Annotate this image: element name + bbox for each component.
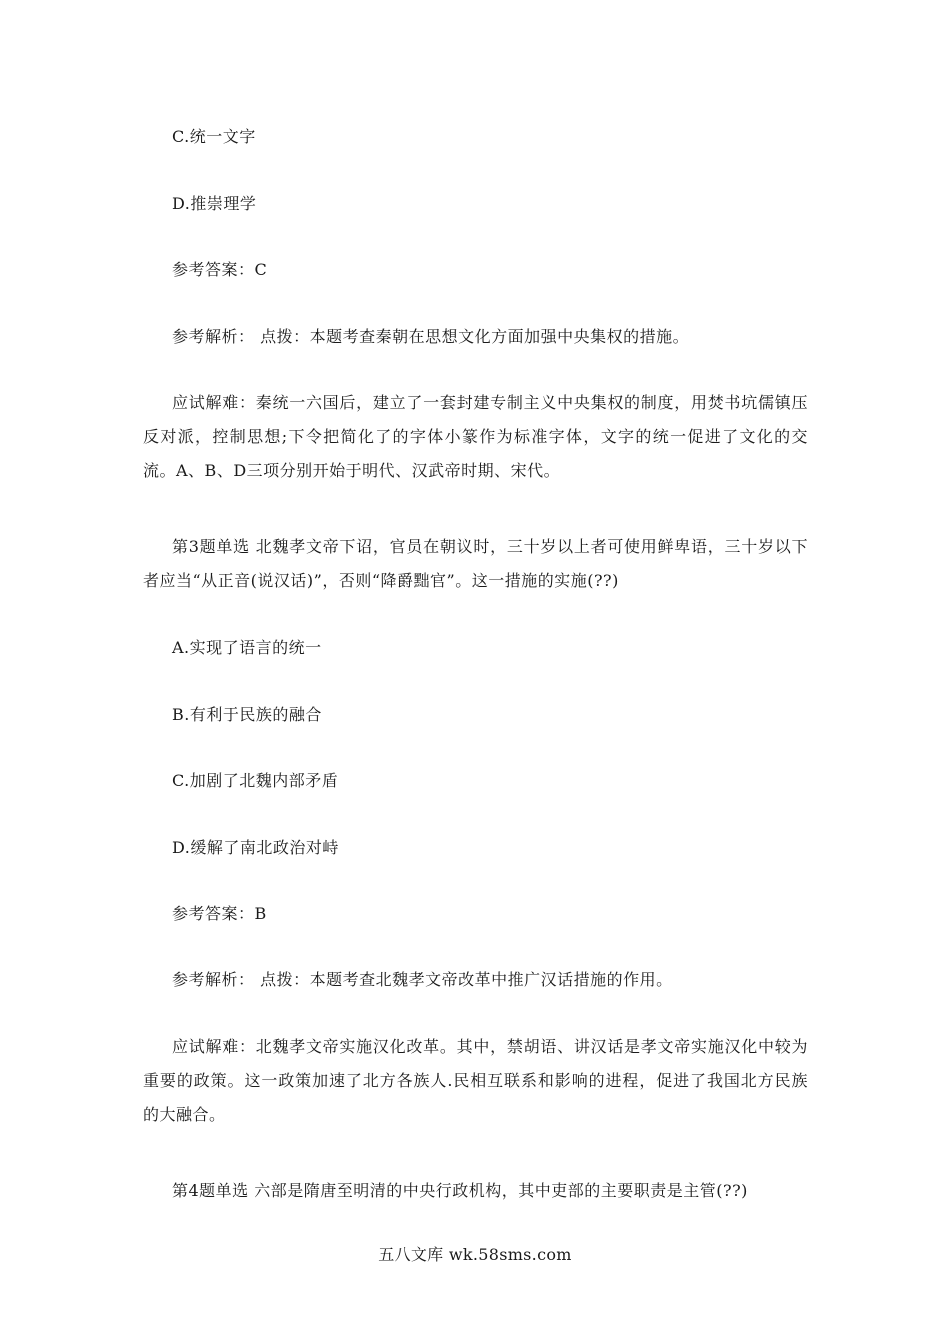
q2-explanation: 应试解难：秦统一六国后，建立了一套封建专制主义中央集权的制度，用焚书坑儒镇压反对派，控制思想;下令把简化了的字体小篆作为标准字体，文字的统一促进了文化的交流。A、B、D三项分别开始于明代、汉武帝时期、宋代。 xyxy=(143,393,808,480)
q2-analysis: 参考解析： 点拨：本题考查秦朝在思想文化方面加强中央集权的措施。 xyxy=(172,327,690,346)
q3-answer: 参考答案：B xyxy=(172,904,267,923)
q4-question: 第4题单选 六部是隋唐至明清的中央行政机构，其中吏部的主要职责是主管(??) xyxy=(172,1181,748,1200)
q3-option-b: B.有利于民族的融合 xyxy=(172,705,322,724)
q3-explanation: 应试解难：北魏孝文帝实施汉化改革。其中，禁胡语、讲汉话是孝文帝实施汉化中较为重要的政策。这一政策加速了北方各族人.民相互联系和影响的进程，促进了我国北方民族的大融合。 xyxy=(143,1037,808,1124)
q3-question: 第3题单选 北魏孝文帝下诏，官员在朝议时，三十岁以上者可使用鲜卑语，三十岁以下者应当“从正音(说汉话)”，否则“降爵黜官”。这一措施的实施(??) xyxy=(143,537,808,590)
q2-option-d: D.推崇理学 xyxy=(172,194,257,213)
q3-analysis: 参考解析： 点拨：本题考查北魏孝文帝改革中推广汉话措施的作用。 xyxy=(172,970,673,989)
q3-option-d: D.缓解了南北政治对峙 xyxy=(172,838,339,857)
q2-answer: 参考答案：C xyxy=(172,260,268,279)
footer-watermark: 五八文库 wk.58sms.com xyxy=(378,1245,572,1264)
q2-option-c: C.统一文字 xyxy=(172,127,256,146)
q3-option-a: A.实现了语言的统一 xyxy=(172,638,322,657)
q3-option-c: C.加剧了北魏内部矛盾 xyxy=(172,771,339,790)
